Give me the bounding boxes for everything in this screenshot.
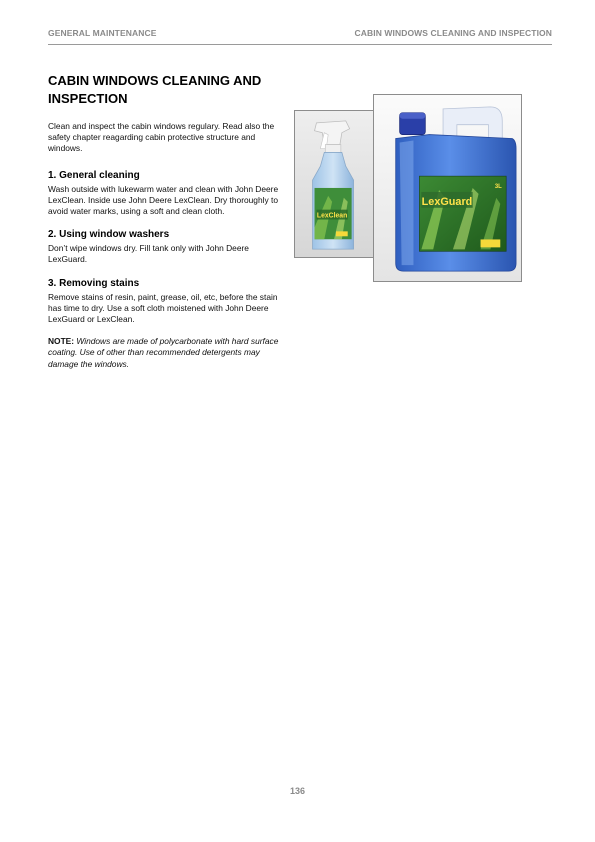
lexclean-bottle-photo xyxy=(294,110,378,258)
section-general-cleaning xyxy=(48,169,280,218)
section-body: Remove stains of resin, paint, grease, oil, etc, before the stain has time to dry. Use a soft cloth moistened with John Deere LexGuard or LexClean. xyxy=(48,291,278,325)
lexguard-canister-photo xyxy=(373,94,522,282)
lexclean-label-text: LexClean xyxy=(316,212,348,220)
section-heading: 2. Using window washers xyxy=(48,229,170,241)
canister-illustration xyxy=(374,95,521,281)
note-text: Windows are made of polycarbonate with hard surface coating. Use of other than recommended detergents may damage the windows. xyxy=(48,336,279,369)
note-label: NOTE: xyxy=(48,336,75,347)
page-title: CABIN WINDOWS CLEANING AND INSPECTION xyxy=(48,73,262,106)
lexguard-volume-text: 3L xyxy=(494,183,502,191)
spray-bottle-illustration xyxy=(295,111,377,257)
note-paragraph xyxy=(48,336,280,370)
section-heading: 1. General cleaning xyxy=(48,169,140,181)
main-text-column xyxy=(48,72,280,370)
lexguard-label-text: LexGuard xyxy=(421,195,473,208)
header-section-left: GENERAL MAINTENANCE xyxy=(48,28,157,38)
section-body: Wash outside with lukewarm water and clean with John Deere LexClean. Inside use John Deere LexClean. Dry thoroughly to avoid water marks, using a soft and clean cloth. xyxy=(48,183,279,217)
section-removing-stains xyxy=(48,277,280,326)
page-number: 136 xyxy=(289,786,306,796)
section-window-washers xyxy=(48,228,280,265)
section-heading: 3. Removing stains xyxy=(48,277,140,289)
running-header xyxy=(48,28,552,38)
header-section-right: CABIN WINDOWS CLEANING AND INSPECTION xyxy=(354,28,552,38)
section-body: Don’t wipe windows dry. Fill tank only with John Deere LexGuard. xyxy=(48,243,249,265)
header-divider xyxy=(48,44,552,45)
intro-paragraph: Clean and inspect the cabin windows regulary. Read also the safety chapter reagarding cabin protective structure and windows. xyxy=(48,121,275,154)
